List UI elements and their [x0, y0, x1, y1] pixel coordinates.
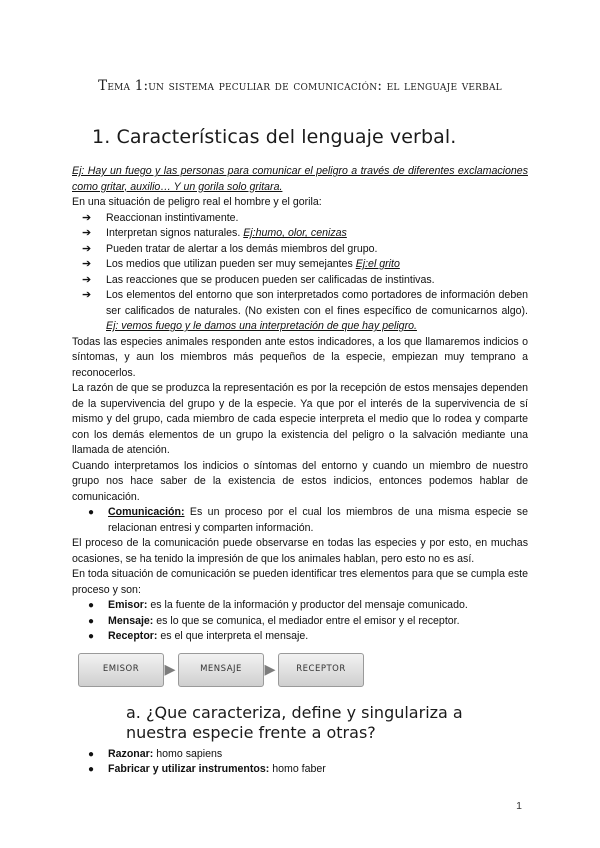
list-item: ● Mensaje: es lo que se comunica, el mediador entre el emisor y el receptor. — [72, 614, 528, 630]
example-inline: Ej:el grito — [355, 258, 400, 270]
chevron-right-icon: ▸ — [164, 655, 176, 681]
list-item: ● Emisor: es la fuente de la información y productor del mensaje comunicado. — [72, 598, 528, 614]
elements-list — [72, 598, 528, 645]
definition-list — [72, 505, 528, 536]
paragraph: Todas las especies animales responden ante estos indicadores, a los que llamaremos indicios o síntomas, y aun los miembros más pequeños de la especie, empiezan muy temprano a reconocerlos. — [72, 335, 528, 379]
definition-item: ● Comunicación: Es un proceso por el cual los miembros de una misma especie se relacionan entresi y comparten información. — [88, 506, 528, 534]
paragraph: El proceso de la comunicación puede observarse en todas las especies y por esto, en muchas ocasiones, se ha tenido la impresión de que los animales hablan, pero esto no es así. — [72, 537, 528, 565]
list-item: ➔ Las reacciones que se producen pueden ser calificadas de instintivas. — [72, 273, 528, 289]
arrow-icon: ➔ — [82, 227, 92, 239]
paragraph: En toda situación de comunicación se pueden identificar tres elementos para que se cumpla este proceso y son: — [72, 568, 528, 596]
list-item: ➔ Pueden tratar de alertar a los demás miembros del grupo. — [72, 242, 528, 258]
bullet-icon: ● — [88, 600, 95, 611]
bullet-icon: ● — [88, 615, 95, 627]
paragraph: Cuando interpretamos los indicios o síntomas del entorno y cuando un miembro de nuestro grupo nos hace saber de la existencia de estos indicios, entonces podemos hablar de comunicación. — [72, 459, 528, 503]
traits-list — [72, 747, 528, 778]
situation-intro: En una situación de peligro real el hombre y el gorila: — [72, 196, 322, 208]
section-heading: 1. Características del lenguaje verbal. — [92, 126, 457, 148]
page-number: 1 — [516, 800, 522, 812]
chevron-right-icon: ▸ — [264, 655, 276, 681]
topic-title: Tema 1:un sistema peculiar de comunicación: el lenguaje verbal — [98, 78, 502, 94]
list-item: ● Receptor: es el que interpreta el mensaje. — [72, 629, 528, 645]
arrow-list — [72, 211, 528, 335]
list-item: ➔ Los elementos del entorno que son interpretados como portadores de información deben ser calificados de naturales. (No existen con el fines específico de comunicarnos algo). Ej: vemos fuego y le damos una interpretación de que hay peligro. — [82, 289, 528, 332]
arrow-icon: ➔ — [82, 289, 92, 301]
diagram-box-receptor: RECEPTOR — [278, 653, 364, 687]
document-body — [72, 164, 528, 778]
communication-diagram — [78, 653, 368, 689]
example-inline: Ej:humo, olor, cenizas — [243, 227, 347, 239]
bullet-icon: ● — [88, 764, 95, 775]
arrow-icon: ➔ — [82, 273, 92, 286]
diagram-box-mensaje: MENSAJE — [178, 653, 264, 687]
arrow-icon: ➔ — [82, 242, 92, 255]
example-inline: Ej: vemos fuego y le damos una interpretación de que hay peligro. — [106, 320, 417, 332]
paragraph: La razón de que se produzca la representación es por la recepción de estos mensajes dependen de la supervivencia del grupo y de la especie. Ya que por el interés de la supervivencia de sí mismo y del grupo, cada miembro de cada especie interpreta el medio que lo rodea y comparte con los demás elementos de un grupo la existencia del peligro o la salvación mediante una llamada de atención. — [72, 382, 528, 456]
example-paragraph: Ej: Hay un fuego y las personas para comunicar el peligro a través de diferentes exclamaciones como gritar, auxilio… Y un gorila solo gritara. — [72, 165, 528, 193]
subsection-heading: a. ¿Que caracteriza, define y singulariza a nuestra especie frente a otras? — [126, 702, 463, 742]
list-item: ● Razonar: homo sapiens — [72, 747, 528, 763]
list-item: ➔ Reaccionan instintivamente. — [72, 211, 528, 227]
bullet-icon: ● — [88, 631, 95, 642]
arrow-icon: ➔ — [82, 258, 92, 270]
bullet-icon: ● — [88, 748, 95, 760]
list-item: ➔ Interpretan signos naturales. Ej:humo, olor, cenizas — [72, 226, 528, 242]
bullet-icon: ● — [88, 507, 95, 518]
arrow-icon: ➔ — [82, 211, 92, 224]
list-item: ➔ Los medios que utilizan pueden ser muy semejantes Ej:el grito — [72, 257, 528, 273]
diagram-box-emisor: EMISOR — [78, 653, 164, 687]
list-item: ● Fabricar y utilizar instrumentos: homo faber — [72, 762, 528, 778]
